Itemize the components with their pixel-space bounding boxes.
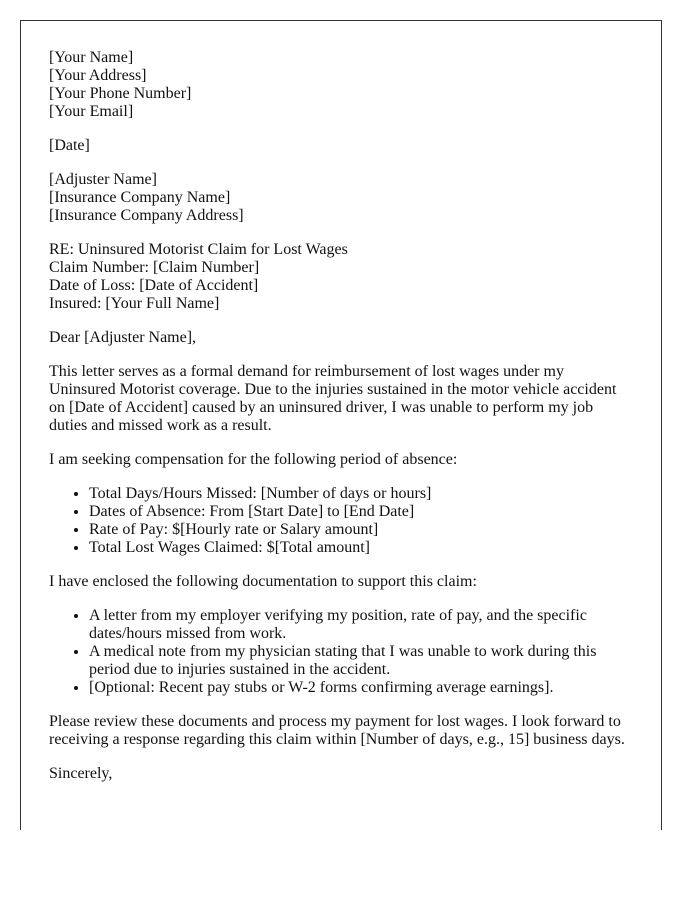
- signoff: Sincerely,: [49, 765, 113, 782]
- intro-paragraph: This letter serves as a formal demand for reimbursement of lost wages under my Uninsured Motorist coverage. Due to the injuries sustained in the motor vehicle accident on [Date of Accident] caused by an uninsured driver, I was unable to perform my job duties and missed work as a result.: [49, 363, 617, 434]
- letter-page: [20, 20, 662, 830]
- sender-email: [Your Email]: [49, 103, 134, 120]
- reference-block: [49, 241, 629, 313]
- recipient-block: [49, 171, 629, 225]
- period-list: [49, 485, 629, 557]
- docs-intro: I have enclosed the following documentation to support this claim:: [49, 573, 477, 590]
- date-of-loss: Date of Loss: [Date of Accident]: [49, 277, 259, 294]
- sender-block: [49, 49, 629, 121]
- list-item: • Dates of Absence: From [Start Date] to [End Date]: [89, 503, 629, 521]
- letter-body: [49, 49, 629, 783]
- list-item: • A letter from my employer verifying my position, rate of pay, and the specific dates/hours missed from work.: [89, 607, 629, 643]
- company-name: [Insurance Company Name]: [49, 189, 231, 206]
- list-item: • [Optional: Recent pay stubs or W-2 forms confirming average earnings].: [89, 679, 629, 697]
- sender-phone: [Your Phone Number]: [49, 85, 192, 102]
- letter-date: [Date]: [49, 137, 90, 154]
- closing-paragraph: Please review these documents and process my payment for lost wages. I look forward to receiving a response regarding this claim within [Number of days, e.g., 15] business days.: [49, 713, 625, 748]
- sender-address: [Your Address]: [49, 67, 147, 84]
- adjuster-name: [Adjuster Name]: [49, 171, 157, 188]
- list-item: • Rate of Pay: $[Hourly rate or Salary amount]: [89, 521, 629, 539]
- list-item: • Total Lost Wages Claimed: $[Total amount]: [89, 539, 629, 557]
- period-intro: I am seeking compensation for the following period of absence:: [49, 451, 458, 468]
- list-item: • A medical note from my physician stating that I was unable to work during this period due to injuries sustained in the accident.: [89, 643, 629, 679]
- company-address: [Insurance Company Address]: [49, 207, 244, 224]
- subject-line: RE: Uninsured Motorist Claim for Lost Wages: [49, 241, 348, 258]
- insured-name: Insured: [Your Full Name]: [49, 295, 220, 312]
- salutation: Dear [Adjuster Name],: [49, 329, 197, 346]
- sender-name: [Your Name]: [49, 49, 134, 66]
- docs-list: [49, 607, 629, 697]
- claim-number: Claim Number: [Claim Number]: [49, 259, 260, 276]
- list-item: • Total Days/Hours Missed: [Number of days or hours]: [89, 485, 629, 503]
